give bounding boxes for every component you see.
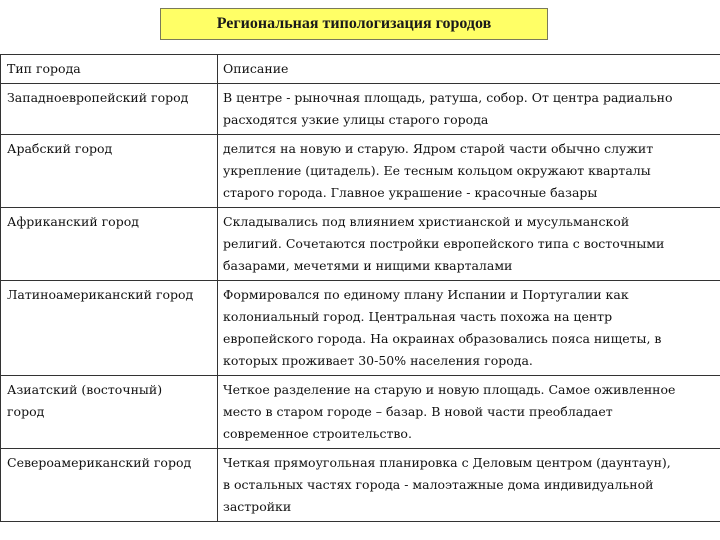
page-title: Региональная типологизация городов — [160, 8, 548, 40]
city-type-cell — [1, 281, 218, 376]
city-type-line: Латиноамериканский город — [7, 287, 194, 302]
description-cell — [218, 208, 720, 281]
description-line: Складывались под влиянием христианской и мусульманской — [223, 214, 630, 229]
table-row — [1, 84, 720, 135]
description-line: место в старом городе – базар. В новой части преобладает — [223, 404, 613, 419]
description-line: укрепление (цитадель). Ее тесным кольцом окружают кварталы — [223, 163, 651, 178]
table-row — [1, 376, 720, 449]
description-line: современное строительство. — [223, 426, 412, 441]
description-cell — [218, 281, 720, 376]
description-cell — [218, 449, 720, 522]
description-line: старого города. Главное украшение - красочные базары — [223, 185, 598, 200]
table-header-row — [1, 55, 720, 84]
description-line: Формировался по единому плану Испании и Португалии как — [223, 287, 629, 302]
description-line: в остальных частях города - малоэтажные дома индивидуальной — [223, 477, 654, 492]
description-line: базарами, мечетями и нищими кварталами — [223, 258, 513, 273]
city-type-line: Африканский город — [7, 214, 139, 229]
table-row — [1, 135, 720, 208]
city-type-cell — [1, 84, 218, 135]
table-body — [1, 55, 720, 522]
description-line: европейского города. На окраинах образовались пояса нищеты, в — [223, 331, 662, 346]
description-line: застройки — [223, 499, 292, 514]
city-type-cell — [1, 135, 218, 208]
description-cell — [218, 135, 720, 208]
table-row — [1, 208, 720, 281]
city-type-cell — [1, 449, 218, 522]
description-line: Четкая прямоугольная планировка с Деловым центром (даунтаун), — [223, 455, 671, 470]
city-typology-table — [0, 54, 720, 522]
table-row — [1, 281, 720, 376]
header-description: Описание — [218, 55, 720, 84]
description-cell — [218, 376, 720, 449]
table-row — [1, 449, 720, 522]
city-type-line: город — [7, 404, 45, 419]
description-line: делится на новую и старую. Ядром старой части обычно служит — [223, 141, 654, 156]
description-cell — [218, 84, 720, 135]
city-type-line: Арабский город — [7, 141, 113, 156]
description-line: колониальный город. Центральная часть похожа на центр — [223, 309, 613, 324]
city-type-line: Западноевропейский город — [7, 90, 189, 105]
city-type-line: Североамериканский город — [7, 455, 192, 470]
city-type-cell — [1, 208, 218, 281]
city-type-line: Азиатский (восточный) — [7, 382, 163, 397]
description-line: расходятся узкие улицы старого города — [223, 112, 489, 127]
description-line: Четкое разделение на старую и новую площадь. Самое оживленное — [223, 382, 676, 397]
description-line: В центре - рыночная площадь, ратуша, собор. От центра радиально — [223, 90, 673, 105]
city-type-cell — [1, 376, 218, 449]
header-city-type: Тип города — [1, 55, 218, 84]
description-line: религий. Сочетаются постройки европейского типа с восточными — [223, 236, 665, 251]
description-line: которых проживает 30-50% населения города. — [223, 353, 533, 368]
